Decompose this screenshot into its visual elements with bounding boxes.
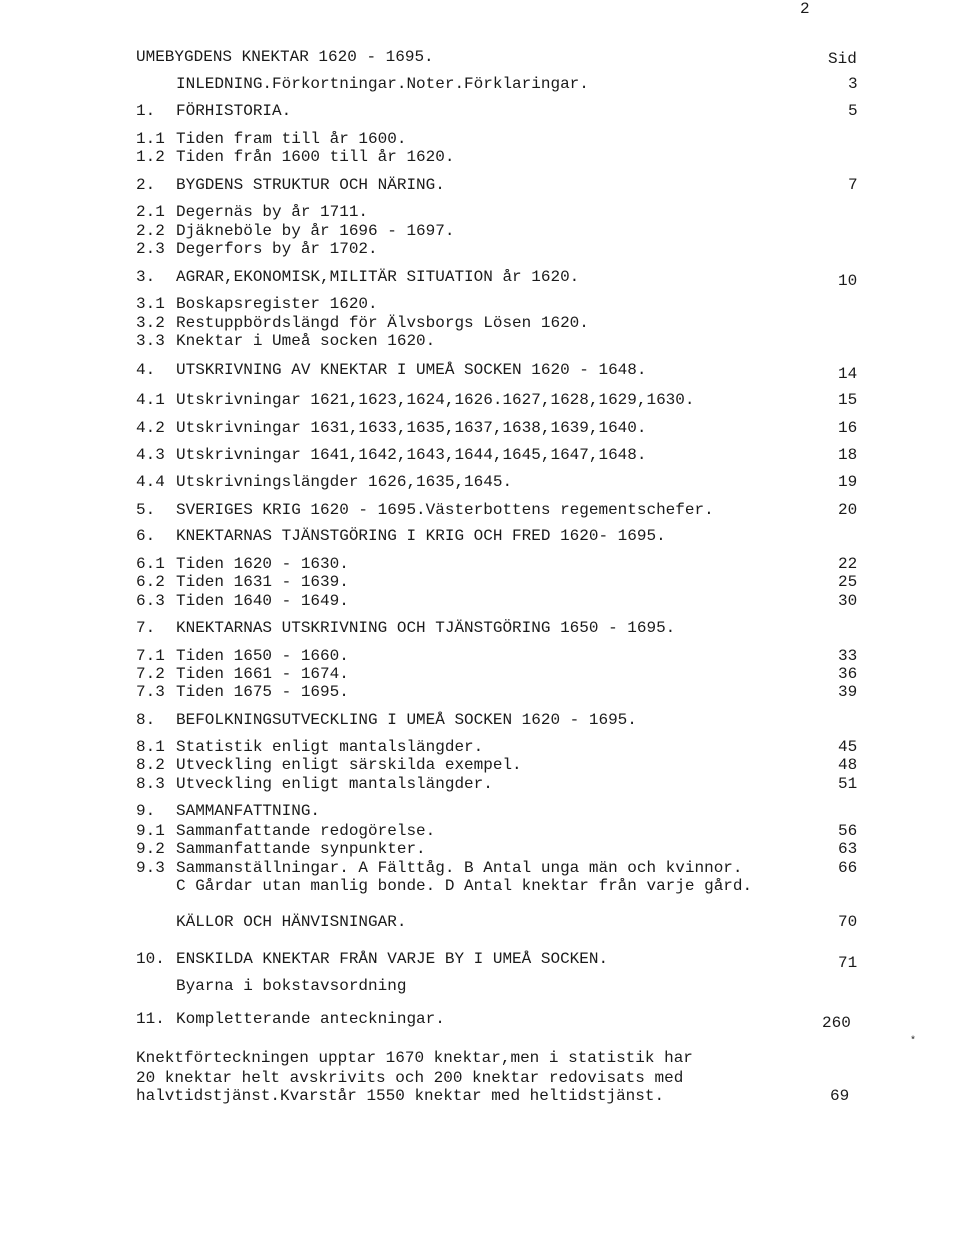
toc-entry-page: 56 xyxy=(838,822,858,840)
toc-entry-title: Utskrivningslängder 1626,1635,1645. xyxy=(176,473,513,491)
toc-entry-title: ENSKILDA KNEKTAR FRÅN VARJE BY I UMEÅ SOCKEN. xyxy=(176,950,609,968)
toc-entry-title: KNEKTARNAS UTSKRIVNING OCH TJÄNSTGÖRING 1650 - 1695. xyxy=(176,619,676,637)
toc-entry-title: UTSKRIVNING AV KNEKTAR I UMEÅ SOCKEN 1620 - 1648. xyxy=(176,361,647,379)
toc-entry-title: Utveckling enligt mantalslängder. xyxy=(176,775,493,793)
toc-entry-title: Tiden 1631 - 1639. xyxy=(176,573,349,591)
toc-entry-page: 70 xyxy=(838,913,858,931)
toc-entry-number: 9.3 xyxy=(136,859,165,877)
toc-entry-number: 7.3 xyxy=(136,683,165,701)
toc-entry-title: Tiden 1675 - 1695. xyxy=(176,683,349,701)
toc-entry-page: 3 xyxy=(848,75,858,93)
toc-entry-number: 2. xyxy=(136,176,156,194)
toc-entry-number: 9. xyxy=(136,802,156,820)
toc-entry-number: 4.3 xyxy=(136,446,165,464)
toc-entry-number: 8. xyxy=(136,711,156,729)
toc-entry-number: 9.1 xyxy=(136,822,165,840)
toc-entry-title: Utskrivningar 1641,1642,1643,1644,1645,1647,1648. xyxy=(176,446,647,464)
toc-entry-title: Statistik enligt mantalslängder. xyxy=(176,738,484,756)
toc-entry-title: SAMMANFATTNING. xyxy=(176,802,321,820)
toc-entry-title: KNEKTARNAS TJÄNSTGÖRING I KRIG OCH FRED 1620- 1695. xyxy=(176,527,666,545)
toc-entry-page: 30 xyxy=(838,592,858,610)
toc-entry-page: 22 xyxy=(838,555,858,573)
toc-entry-number: 11. xyxy=(136,1010,165,1028)
toc-entry-number: 7.2 xyxy=(136,665,165,683)
toc-entry-page: 7 xyxy=(848,176,858,194)
toc-entry-title: Utskrivningar 1621,1623,1624,1626.1627,1628,1629,1630. xyxy=(176,391,695,409)
toc-entry-number: 1.2 xyxy=(136,148,165,166)
toc-entry-page: 51 xyxy=(838,775,858,793)
toc-entry-number: 4. xyxy=(136,361,156,379)
toc-entry-title: Djäkneböle by år 1696 - 1697. xyxy=(176,222,455,240)
toc-entry-title: Sammanställningar. A Fälttåg. B Antal unga män och kvinnor. xyxy=(176,859,743,877)
toc-entry-title: AGRAR,EKONOMISK,MILITÄR SITUATION år 1620. xyxy=(176,268,580,286)
toc-entry-number: 3.1 xyxy=(136,295,165,313)
toc-entry-title: BYGDENS STRUKTUR OCH NÄRING. xyxy=(176,176,445,194)
page-column-label: Sid xyxy=(828,50,857,68)
toc-entry-title: Knektar i Umeå socken 1620. xyxy=(176,332,436,350)
toc-entry-page: 20 xyxy=(838,501,858,519)
stray-mark: * xyxy=(910,1036,917,1047)
toc-entry-title: Restuppbördslängd för Älvsborgs Lösen 1620. xyxy=(176,314,589,332)
toc-entry-title: Tiden 1661 - 1674. xyxy=(176,665,349,683)
toc-entry-page: 45 xyxy=(838,738,858,756)
toc-entry-number: 5. xyxy=(136,501,156,519)
toc-entry-title: INLEDNING.Förkortningar.Noter.Förklaringar. xyxy=(176,75,589,93)
toc-entry-number: 2.2 xyxy=(136,222,165,240)
toc-entry-number: 4.1 xyxy=(136,391,165,409)
document-title: UMEBYGDENS KNEKTAR 1620 - 1695. xyxy=(136,48,434,66)
toc-entry-title: Tiden 1640 - 1649. xyxy=(176,592,349,610)
toc-entry-page: 33 xyxy=(838,647,858,665)
toc-entry-page: 5 xyxy=(848,102,858,120)
toc-entry-number: 7.1 xyxy=(136,647,165,665)
toc-entry-number: 1.1 xyxy=(136,130,165,148)
toc-entry-number: 8.2 xyxy=(136,756,165,774)
toc-entry-page: 39 xyxy=(838,683,858,701)
toc-entry-page: 63 xyxy=(838,840,858,858)
toc-entry-page: 36 xyxy=(838,665,858,683)
toc-entry-page: 10 xyxy=(838,272,858,290)
toc-entry-title: Degernäs by år 1711. xyxy=(176,203,369,221)
toc-entry-title: Kompletterande anteckningar. xyxy=(176,1010,445,1028)
toc-entry-page: 14 xyxy=(838,365,858,383)
toc-entry-title: Degerfors by år 1702. xyxy=(176,240,378,258)
toc-entry-title: Boskapsregister 1620. xyxy=(176,295,378,313)
footnote-page: 69 xyxy=(830,1087,850,1105)
toc-entry-page: 18 xyxy=(838,446,858,464)
footnote-line: halvtidstjänst.Kvarstår 1550 knektar med heltidstjänst. xyxy=(136,1087,665,1105)
toc-entry-title: Utskrivningar 1631,1633,1635,1637,1638,1639,1640. xyxy=(176,419,647,437)
toc-entry-number: 3.2 xyxy=(136,314,165,332)
toc-entry-page: 15 xyxy=(838,391,858,409)
footnote-line: 20 knektar helt avskrivits och 200 knektar redovisats med xyxy=(136,1069,684,1087)
toc-entry-title: SVERIGES KRIG 1620 - 1695.Västerbottens regementschefer. xyxy=(176,501,714,519)
toc-entry-page: 48 xyxy=(838,756,858,774)
toc-entry-title: Utveckling enligt särskilda exempel. xyxy=(176,756,522,774)
toc-entry-page: 71 xyxy=(838,954,858,972)
toc-entry-number: 10. xyxy=(136,950,165,968)
toc-entry-number: 4.4 xyxy=(136,473,165,491)
toc-entry-title: Sammanfattande synpunkter. xyxy=(176,840,426,858)
toc-entry-number: 3. xyxy=(136,268,156,286)
page-number: 2 xyxy=(800,0,810,18)
toc-entry-page: 260 xyxy=(822,1014,851,1032)
toc-entry-number: 3.3 xyxy=(136,332,165,350)
toc-entry-title: FÖRHISTORIA. xyxy=(176,102,292,120)
toc-entry-title: C Gårdar utan manlig bonde. D Antal knektar från varje gård. xyxy=(176,877,753,895)
toc-entry-title: Tiden från 1600 till år 1620. xyxy=(176,148,455,166)
toc-entry-number: 6.3 xyxy=(136,592,165,610)
toc-entry-title: Tiden fram till år 1600. xyxy=(176,130,407,148)
toc-entry-number: 2.3 xyxy=(136,240,165,258)
toc-entry-number: 6. xyxy=(136,527,156,545)
toc-entry-page: 16 xyxy=(838,419,858,437)
toc-entry-number: 4.2 xyxy=(136,419,165,437)
footnote-line: Knektförteckningen upptar 1670 knektar,men i statistik har xyxy=(136,1049,693,1067)
toc-entry-page: 19 xyxy=(838,473,858,491)
toc-entry-title: Byarna i bokstavsordning xyxy=(176,977,407,995)
toc-entry-title: Tiden 1650 - 1660. xyxy=(176,647,349,665)
toc-entry-title: KÄLLOR OCH HÄNVISNINGAR. xyxy=(176,913,407,931)
toc-entry-number: 2.1 xyxy=(136,203,165,221)
toc-entry-number: 1. xyxy=(136,102,156,120)
toc-entry-number: 6.2 xyxy=(136,573,165,591)
toc-entry-page: 66 xyxy=(838,859,858,877)
toc-entry-title: Tiden 1620 - 1630. xyxy=(176,555,349,573)
toc-entry-number: 8.3 xyxy=(136,775,165,793)
toc-entry-number: 6.1 xyxy=(136,555,165,573)
toc-entry-number: 9.2 xyxy=(136,840,165,858)
toc-entry-title: Sammanfattande redogörelse. xyxy=(176,822,436,840)
toc-entry-number: 8.1 xyxy=(136,738,165,756)
toc-entry-page: 25 xyxy=(838,573,858,591)
toc-entry-number: 7. xyxy=(136,619,156,637)
toc-entry-title: BEFOLKNINGSUTVECKLING I UMEÅ SOCKEN 1620 - 1695. xyxy=(176,711,637,729)
